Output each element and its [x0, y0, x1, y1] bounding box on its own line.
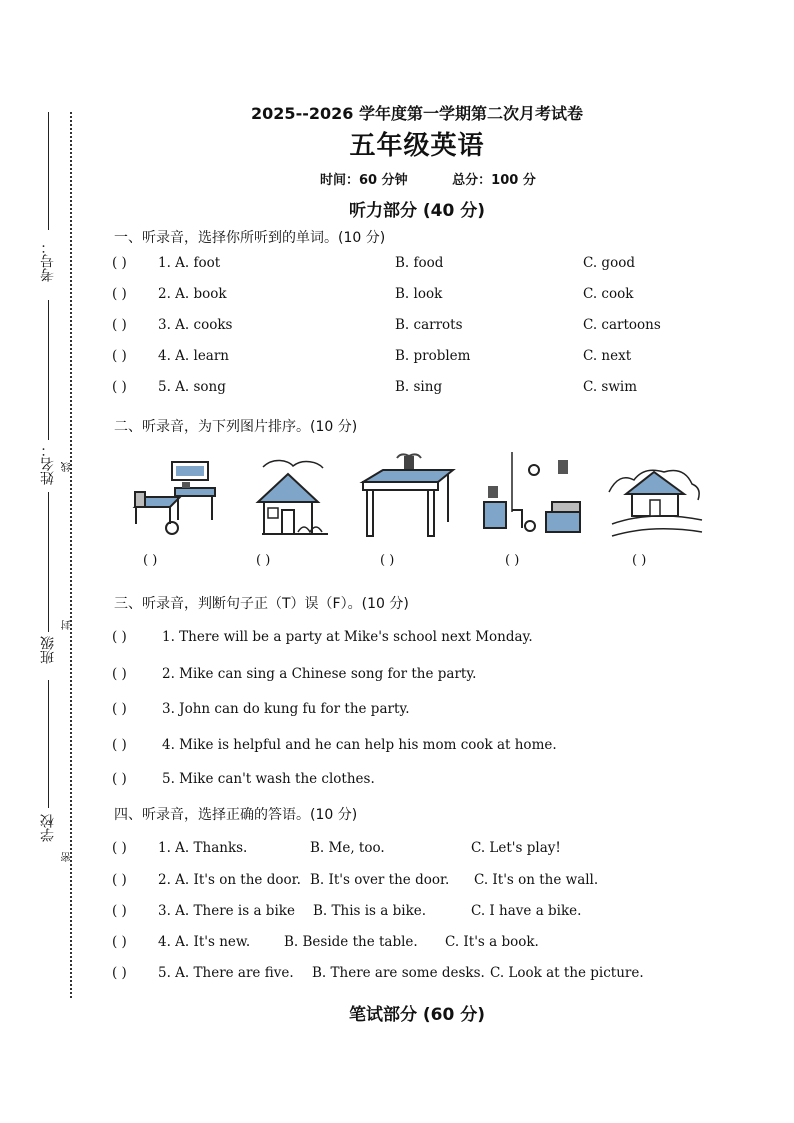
picture-order-blank[interactable]: ( )	[632, 553, 647, 568]
option-b: B. carrots	[395, 317, 463, 333]
option-b: B. problem	[395, 348, 471, 364]
option-b: B. food	[395, 255, 444, 271]
question-row	[112, 840, 154, 856]
option-a: 3. A. There is a bike	[158, 903, 295, 919]
question-row	[112, 737, 154, 753]
section4-heading: 四、听录音，选择正确的答语。(10 分)	[114, 807, 358, 823]
total-score-info: 总分：100 分	[452, 173, 536, 188]
option-b: B. sing	[395, 379, 443, 395]
question-row	[112, 934, 154, 950]
option-c: C. next	[583, 348, 632, 364]
village-house-picture	[604, 452, 704, 544]
option-a: 5. A. There are five.	[158, 965, 294, 981]
answer-blank[interactable]: ( )	[112, 286, 127, 302]
answer-blank[interactable]: ( )	[112, 701, 127, 717]
option-b: B. Me, too.	[310, 840, 385, 856]
answer-blank[interactable]: ( )	[112, 348, 127, 364]
question-row	[112, 872, 154, 888]
section2-heading: 二、听录音，为下列图片排序。(10 分)	[114, 419, 358, 435]
option-b: B. This is a bike.	[313, 903, 427, 919]
question-row	[112, 286, 154, 302]
option-a: 2. A. It's on the door.	[158, 872, 301, 888]
answer-blank[interactable]: ( )	[112, 317, 127, 333]
question-row	[112, 771, 154, 787]
seal-mark-mi: 密	[62, 852, 73, 862]
statement-text: 3. John can do kung fu for the party.	[162, 701, 410, 717]
question-row	[112, 317, 154, 333]
binding-dotted-line	[70, 112, 72, 998]
option-c: C. swim	[583, 379, 638, 395]
option-c: C. Let's play!	[471, 840, 561, 856]
option-a: 1. A. foot	[158, 255, 221, 271]
option-a: 4. A. It's new.	[158, 934, 251, 950]
table-picture	[358, 452, 458, 544]
statement-text: 1. There will be a party at Mike's school next Monday.	[162, 629, 533, 645]
question-row	[112, 903, 154, 919]
question-row	[112, 629, 154, 645]
option-c: C. Look at the picture.	[490, 965, 644, 981]
bedroom-picture	[130, 452, 230, 544]
question-row	[112, 701, 154, 717]
school-label: 学校	[40, 814, 56, 842]
answer-blank[interactable]: ( )	[112, 771, 127, 787]
question-row	[112, 255, 154, 271]
picture-order-blank[interactable]: ( )	[256, 553, 271, 568]
option-c: C. It's a book.	[445, 934, 539, 950]
answer-blank[interactable]: ( )	[112, 872, 127, 888]
seal-mark-xian: 线	[62, 462, 73, 472]
statement-text: 4. Mike is helpful and he can help his mom cook at home.	[162, 737, 557, 753]
class-label: 班级	[40, 636, 56, 664]
class-line	[48, 492, 49, 632]
option-b: B. Beside the table.	[284, 934, 418, 950]
time-info: 时间：60 分钟	[320, 173, 408, 188]
answer-blank[interactable]: ( )	[112, 737, 127, 753]
name-line	[48, 300, 49, 440]
answer-blank[interactable]: ( )	[112, 965, 127, 981]
room-picture	[482, 452, 582, 544]
option-a: 2. A. book	[158, 286, 227, 302]
exam-title: 2025--2026 学年度第一学期第二次月考试卷	[251, 104, 583, 123]
exam-meta	[320, 169, 576, 188]
school-line	[48, 680, 49, 808]
statement-text: 2. Mike can sing a Chinese song for the party.	[162, 666, 477, 682]
picture-order-blank[interactable]: ( )	[143, 553, 158, 568]
picture-order-blank[interactable]: ( )	[380, 553, 395, 568]
answer-blank[interactable]: ( )	[112, 934, 127, 950]
section3-heading: 三、听录音，判断句子正（T）误（F）。(10 分)	[114, 596, 409, 612]
question-row	[112, 379, 154, 395]
house-picture	[248, 452, 348, 544]
seal-mark-feng: 封	[62, 620, 73, 630]
exam-no-label: 考号：	[40, 240, 56, 282]
section1-heading: 一、听录音，选择你所听到的单词。(10 分)	[114, 230, 386, 246]
answer-blank[interactable]: ( )	[112, 666, 127, 682]
answer-blank[interactable]: ( )	[112, 840, 127, 856]
answer-blank[interactable]: ( )	[112, 629, 127, 645]
answer-blank[interactable]: ( )	[112, 379, 127, 395]
name-label: 姓名：	[40, 443, 56, 485]
answer-blank[interactable]: ( )	[112, 903, 127, 919]
option-c: C. I have a bike.	[471, 903, 582, 919]
subject-title: 五年级英语	[349, 131, 485, 161]
picture-order-blank[interactable]: ( )	[505, 553, 520, 568]
writing-title: 笔试部分 (60 分)	[348, 1005, 486, 1025]
listening-title: 听力部分 (40 分)	[348, 201, 486, 221]
question-row	[112, 965, 154, 981]
answer-blank[interactable]: ( )	[112, 255, 127, 271]
option-c: C. good	[583, 255, 635, 271]
option-c: C. cartoons	[583, 317, 661, 333]
option-c: C. It's on the wall.	[474, 872, 599, 888]
option-a: 3. A. cooks	[158, 317, 233, 333]
question-row	[112, 348, 154, 364]
option-c: C. cook	[583, 286, 634, 302]
option-b: B. It's over the door.	[310, 872, 450, 888]
option-a: 4. A. learn	[158, 348, 230, 364]
option-a: 1. A. Thanks.	[158, 840, 248, 856]
question-row	[112, 666, 154, 682]
option-a: 5. A. song	[158, 379, 226, 395]
statement-text: 5. Mike can't wash the clothes.	[162, 771, 375, 787]
option-b: B. There are some desks.	[312, 965, 485, 981]
option-b: B. look	[395, 286, 443, 302]
